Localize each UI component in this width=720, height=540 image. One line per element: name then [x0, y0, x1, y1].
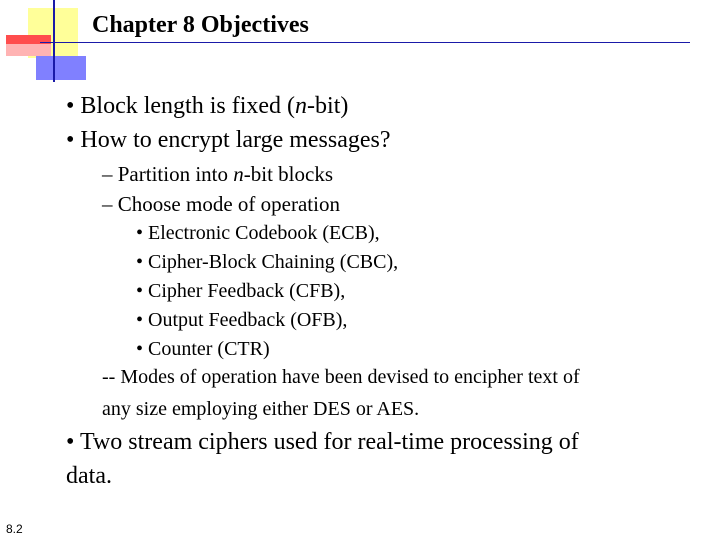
sub-bullet-partition-suffix: -bit blocks: [243, 162, 333, 186]
bullet-block-length-italic: n: [295, 93, 308, 119]
sub-bullet-partition-text: – Partition into: [102, 162, 234, 186]
slide-number: 8.2: [6, 522, 23, 536]
decor-pink-bar: [6, 44, 51, 56]
bullet-stream-ciphers-cont: data.: [66, 463, 112, 489]
bullet-block-length-suffix: -bit): [307, 93, 349, 119]
modes-note-line-1: -- Modes of operation have been devised to encipher text of: [102, 366, 580, 388]
modes-note-line-2: any size employing either DES or AES.: [102, 398, 420, 420]
mode-item: • Cipher Feedback (CFB),: [136, 280, 346, 302]
sub-bullet-partition: [102, 162, 333, 186]
bullet-stream-ciphers: • Two stream ciphers used for real-time processing of: [66, 429, 579, 455]
decor-vertical-rule: [53, 0, 55, 82]
mode-item: • Cipher-Block Chaining (CBC),: [136, 251, 399, 273]
bullet-block-length-text: • Block length is fixed (: [66, 93, 296, 119]
mode-item: • Counter (CTR): [136, 338, 270, 360]
mode-item: • Electronic Codebook (ECB),: [136, 222, 380, 244]
decor-blue-block: [36, 56, 86, 80]
slide-title: Chapter 8 Objectives: [92, 12, 309, 38]
sub-bullet-partition-italic: n: [233, 162, 244, 186]
title-underline-rule: [40, 42, 690, 43]
sub-bullet-choose-mode: – Choose mode of operation: [102, 192, 340, 216]
bullet-block-length: [66, 92, 348, 120]
mode-item: • Output Feedback (OFB),: [136, 309, 348, 331]
bullet-encrypt-large: • How to encrypt large messages?: [66, 127, 391, 153]
